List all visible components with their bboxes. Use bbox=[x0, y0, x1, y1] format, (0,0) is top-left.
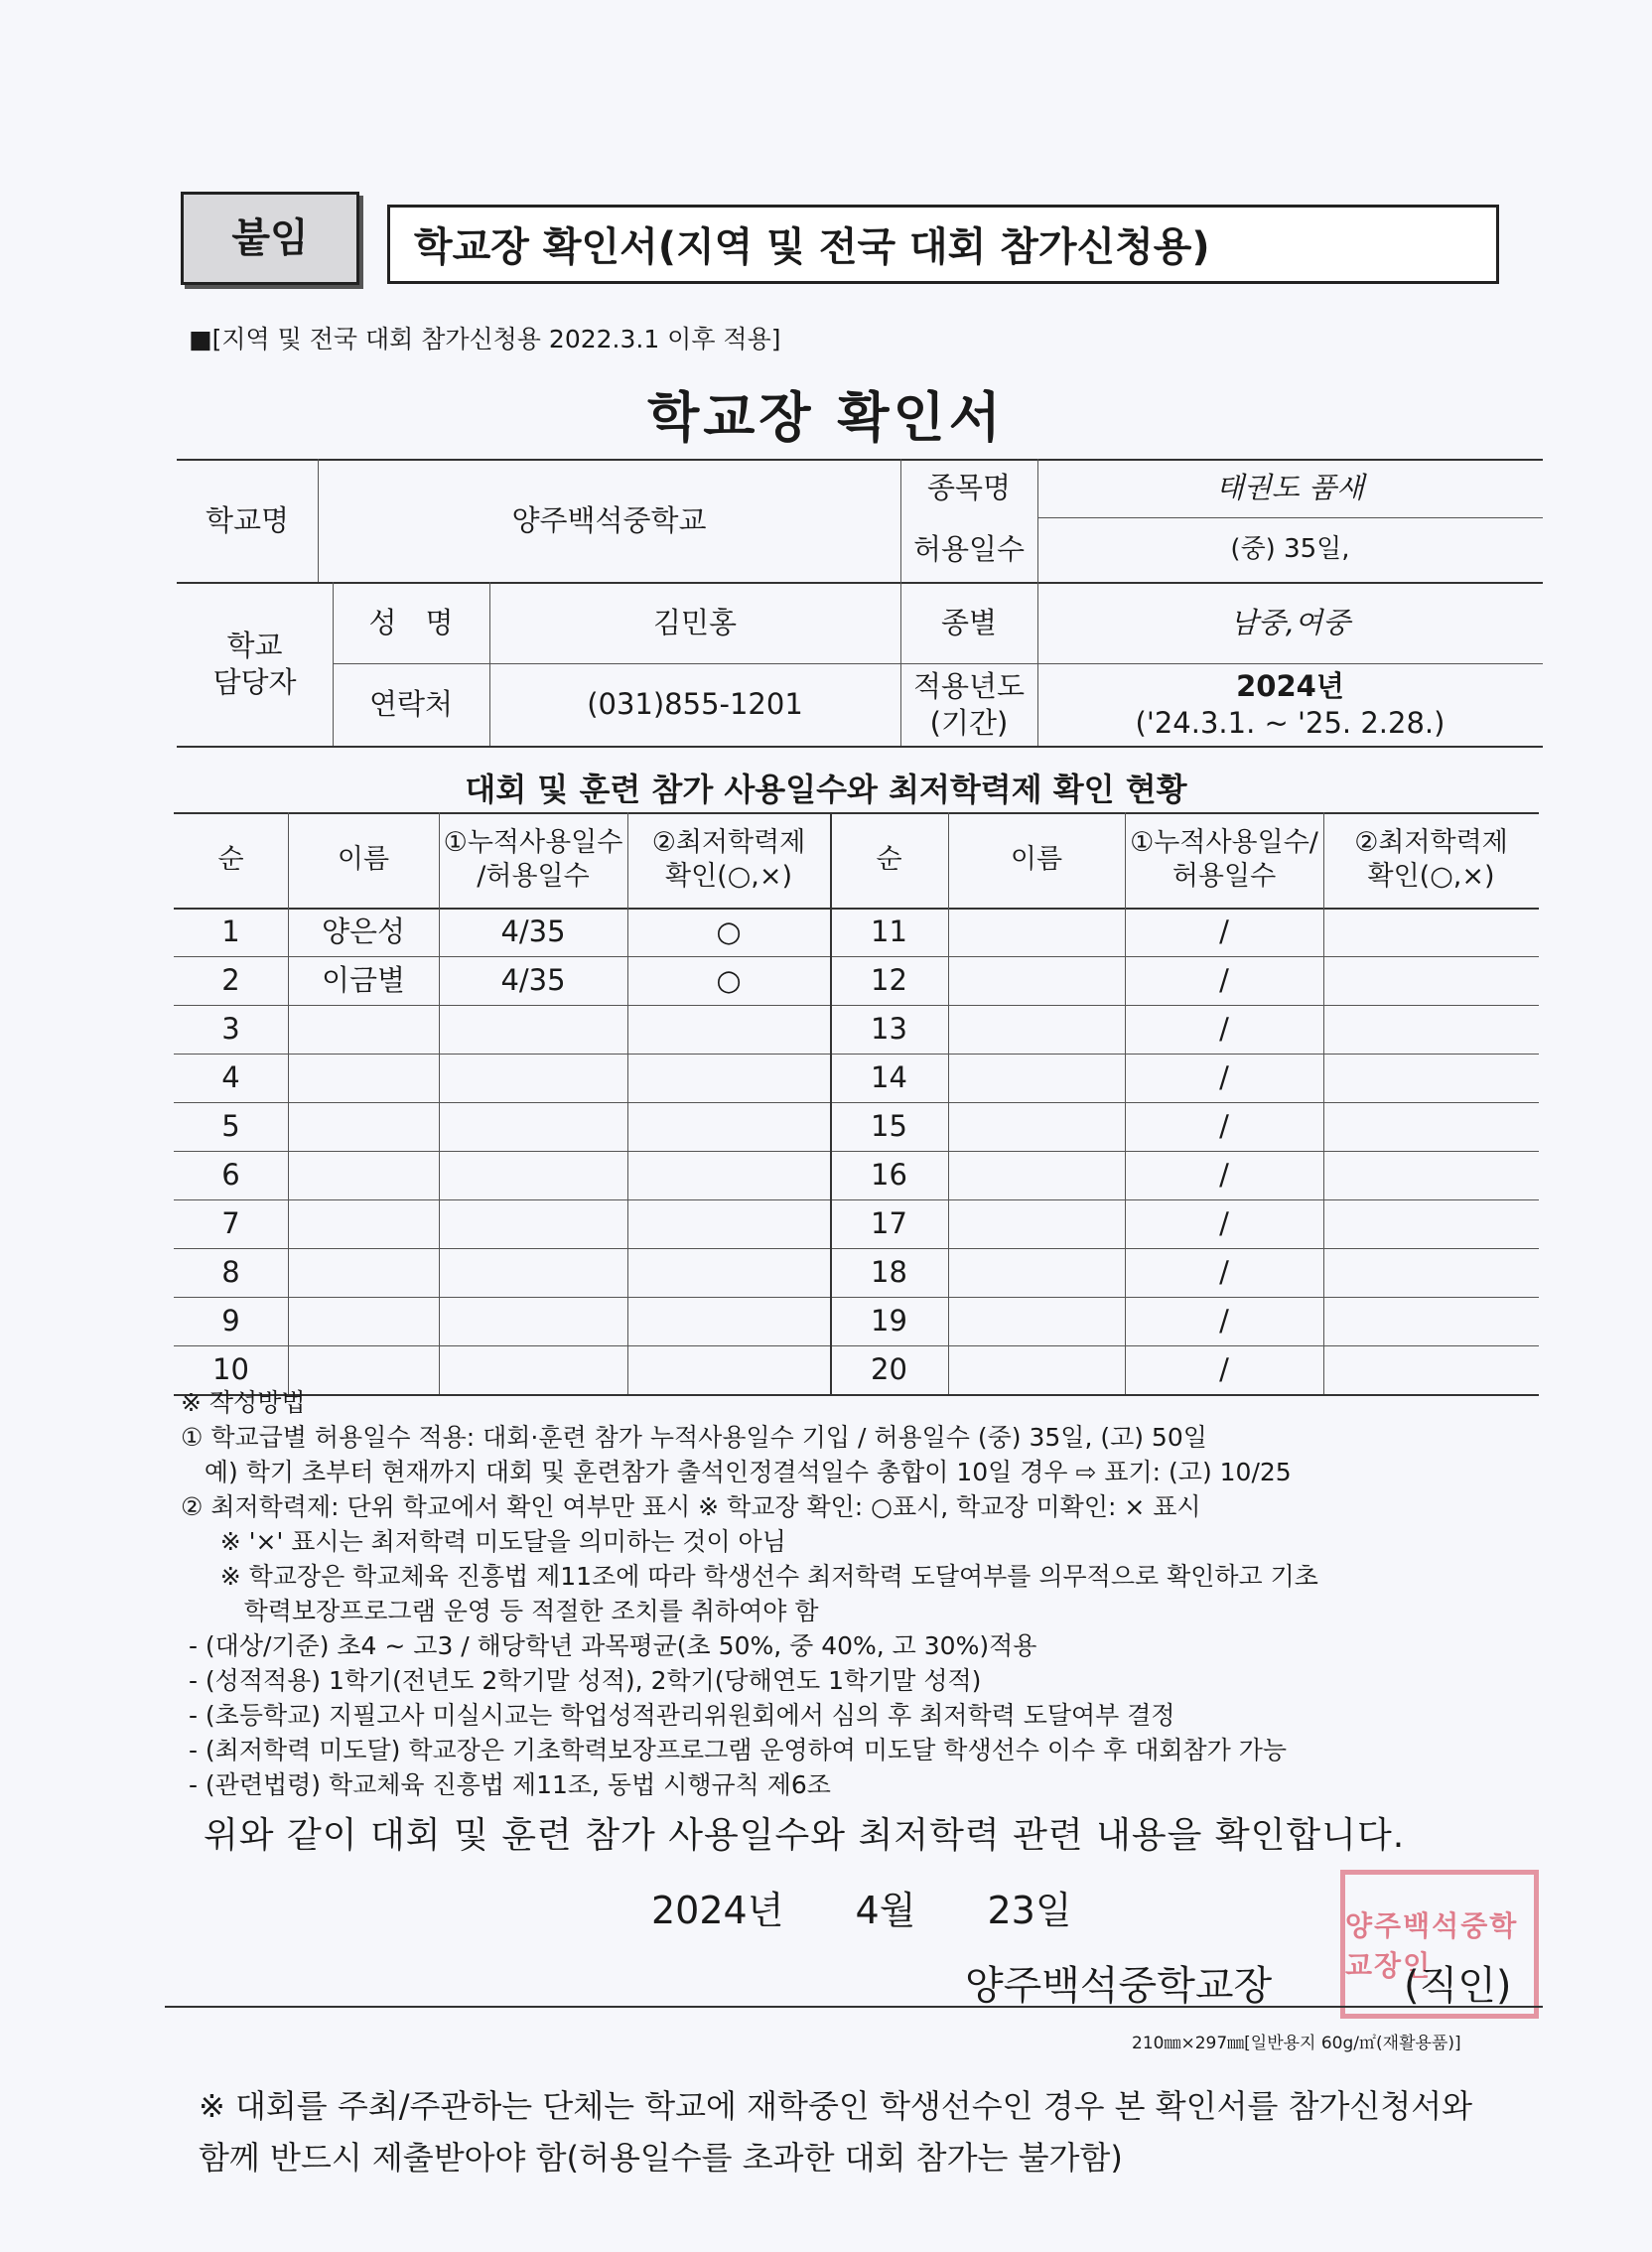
status-header-text: 확인(○,×) bbox=[665, 861, 792, 892]
status-header-right-0 bbox=[830, 812, 948, 908]
contact-value: (031)855-1201 bbox=[587, 687, 803, 722]
status-row-right-4-days: / bbox=[1219, 1060, 1229, 1095]
status-row-right-8-check bbox=[1323, 1248, 1539, 1297]
submission-note-line-2: 함께 반드시 제출받아야 함(허용일수를 초과한 대회 참가는 불가함) bbox=[199, 2139, 1123, 2177]
status-row-left-2-no: 2 bbox=[221, 963, 240, 998]
category-value: 남중,여중 bbox=[1229, 605, 1351, 639]
status-row-right-9-days: / bbox=[1219, 1304, 1229, 1338]
status-row-right-3-name bbox=[948, 1005, 1125, 1054]
status-row-right-1-check bbox=[1323, 908, 1539, 956]
instruction-line: - (관련법령) 학교체육 진흥법 제11조, 동법 시행규칙 제6조 bbox=[181, 1770, 831, 1799]
instruction-line: - (대상/기준) 초4 ~ 고3 / 해당학년 과목평균(초 50%, 중 40%, 고 30%)적용 bbox=[181, 1631, 1037, 1660]
paper-size-note: 210㎜×297㎜[일반용지 60g/㎡(재활용품)] bbox=[1132, 2034, 1461, 2053]
status-header-text: ②최저학력제 bbox=[651, 827, 806, 859]
status-row-left-7-check bbox=[627, 1199, 830, 1248]
status-row-right-7-name bbox=[948, 1199, 1125, 1248]
year-label bbox=[900, 663, 1037, 746]
status-row-left-5-check bbox=[627, 1102, 830, 1151]
status-row-right-9-check bbox=[1323, 1297, 1539, 1345]
status-header-text: 허용일수 bbox=[1171, 861, 1277, 892]
category-label: 종별 bbox=[940, 605, 998, 639]
status-row-right-2-name bbox=[948, 956, 1125, 1005]
status-header-text: 확인(○,×) bbox=[1367, 861, 1495, 892]
status-row-left-10-no: 10 bbox=[212, 1352, 249, 1387]
status-row-right-6-name bbox=[948, 1151, 1125, 1199]
status-row-left-8-no: 8 bbox=[221, 1255, 240, 1290]
name-label: 성 명 bbox=[368, 605, 454, 639]
status-header-text: ①누적사용일수 bbox=[443, 827, 623, 859]
year-period: ('24.3.1. ~ '25. 2.28.) bbox=[1135, 705, 1446, 740]
submission-note-line-1: ※ 대회를 주최/주관하는 단체는 학교에 재학중인 학생선수인 경우 본 확인서를 참가신청서와 bbox=[199, 2087, 1473, 2125]
instruction-line: 예) 학기 초부터 현재까지 대회 및 훈련참가 출석인정결석일수 총합이 10일 경우 ⇨ 표기: (고) 10/25 bbox=[181, 1458, 1292, 1486]
status-row-left-5-days bbox=[439, 1102, 627, 1151]
status-row-left-4-no: 4 bbox=[221, 1060, 240, 1095]
status-row-right-4-name bbox=[948, 1054, 1125, 1102]
confirmation-date bbox=[651, 1880, 1132, 1934]
status-row-right-7-check bbox=[1323, 1199, 1539, 1248]
status-header-right-1 bbox=[948, 812, 1125, 908]
date-day: 23일 bbox=[987, 1889, 1072, 1932]
status-row-right-3-check bbox=[1323, 1005, 1539, 1054]
status-header-text: ①누적사용일수/ bbox=[1130, 827, 1318, 859]
name-value: 김민홍 bbox=[652, 605, 738, 639]
status-row-left-6-check bbox=[627, 1151, 830, 1199]
status-row-left-6-name bbox=[288, 1151, 439, 1199]
status-row-right-8-name bbox=[948, 1248, 1125, 1297]
status-row-left-1-no: 1 bbox=[221, 915, 240, 949]
status-row-left-4-name bbox=[288, 1054, 439, 1102]
status-row-left-2-days: 4/35 bbox=[500, 963, 566, 998]
applicability-note: ■[지역 및 전국 대회 참가신청용 2022.3.1 이후 적용] bbox=[189, 325, 781, 353]
status-row-right-5-check bbox=[1323, 1102, 1539, 1151]
status-header-text: 순 bbox=[217, 844, 244, 876]
status-header-left-3 bbox=[627, 812, 830, 908]
status-row-left-9-name bbox=[288, 1297, 439, 1345]
status-heading: 대회 및 훈련 참가 사용일수와 최저학력제 확인 현황 bbox=[465, 771, 1187, 808]
status-header-text: 순 bbox=[876, 844, 902, 876]
staff-label-line-2: 담당자 bbox=[212, 664, 297, 699]
year-value bbox=[1037, 663, 1543, 746]
status-row-left-7-days bbox=[439, 1199, 627, 1248]
status-row-left-1-check: ○ bbox=[716, 915, 742, 949]
instructions bbox=[181, 1385, 1551, 1802]
staff-label-line-1: 학교 bbox=[226, 629, 283, 663]
status-row-left-4-check bbox=[627, 1054, 830, 1102]
status-row-right-5-name bbox=[948, 1102, 1125, 1151]
status-row-right-1-no: 11 bbox=[871, 915, 907, 949]
status-row-right-8-days: / bbox=[1219, 1255, 1229, 1290]
page-title: 학교장 확인서 bbox=[647, 386, 1005, 449]
allowed-days-label: 허용일수 bbox=[912, 532, 1026, 567]
attachment-label: 붙임 bbox=[181, 192, 359, 285]
status-header-right-2 bbox=[1125, 812, 1323, 908]
status-row-left-7-no: 7 bbox=[221, 1206, 240, 1241]
status-row-left-3-name bbox=[288, 1005, 439, 1054]
status-row-right-2-no: 12 bbox=[871, 963, 907, 998]
contact-label: 연락처 bbox=[368, 687, 454, 722]
staff-label bbox=[177, 582, 333, 746]
seal-label: (직인) bbox=[1404, 1963, 1512, 2009]
status-row-left-8-days bbox=[439, 1248, 627, 1297]
status-row-left-6-no: 6 bbox=[221, 1158, 240, 1193]
status-row-left-6-days bbox=[439, 1151, 627, 1199]
status-row-right-1-days: / bbox=[1219, 915, 1229, 949]
instruction-line: ※ '×' 표시는 최저학력 미도달을 의미하는 것이 아님 bbox=[181, 1527, 786, 1556]
year-label-line-2: (기간) bbox=[929, 705, 1009, 740]
principal-name: 양주백석중학교장 bbox=[965, 1963, 1273, 2009]
instruction-line: 학력보장프로그램 운영 등 적절한 조치를 취하여야 함 bbox=[181, 1597, 819, 1625]
status-row-left-9-days bbox=[439, 1297, 627, 1345]
allowed-days-value: (중) 35일, bbox=[1230, 534, 1350, 565]
form-title: 학교장 확인서(지역 및 전국 대회 참가신청용) bbox=[387, 205, 1499, 284]
status-row-right-7-days: / bbox=[1219, 1206, 1229, 1241]
status-header-text: 이름 bbox=[337, 844, 390, 876]
status-row-right-1-name bbox=[948, 908, 1125, 956]
status-row-right-3-no: 13 bbox=[871, 1012, 907, 1047]
seal-text: 양주백석중학교장인 bbox=[1345, 1909, 1519, 1982]
status-row-right-7-no: 17 bbox=[871, 1206, 907, 1241]
status-row-right-8-no: 18 bbox=[871, 1255, 907, 1290]
school-name-label: 학교명 bbox=[205, 502, 290, 537]
status-row-left-2-name: 이금별 bbox=[321, 963, 406, 998]
school-name-value: 양주백석중학교 bbox=[511, 502, 707, 537]
status-row-left-1-days: 4/35 bbox=[500, 915, 566, 949]
status-row-left-5-no: 5 bbox=[221, 1109, 240, 1144]
date-year: 2024년 bbox=[651, 1889, 784, 1932]
status-row-left-4-days bbox=[439, 1054, 627, 1102]
status-row-left-8-name bbox=[288, 1248, 439, 1297]
status-row-left-2-check: ○ bbox=[716, 963, 742, 998]
status-row-right-5-no: 15 bbox=[871, 1109, 907, 1144]
status-header-left-0 bbox=[174, 812, 288, 908]
status-row-left-3-check bbox=[627, 1005, 830, 1054]
status-header-right-3 bbox=[1323, 812, 1539, 908]
year-value-main: 2024년 bbox=[1236, 669, 1344, 704]
status-row-left-7-name bbox=[288, 1199, 439, 1248]
status-row-left-3-no: 3 bbox=[221, 1012, 240, 1047]
status-row-right-9-name bbox=[948, 1297, 1125, 1345]
status-row-right-9-no: 19 bbox=[871, 1304, 907, 1338]
status-row-left-5-name bbox=[288, 1102, 439, 1151]
status-row-right-6-no: 16 bbox=[871, 1158, 907, 1193]
status-row-right-6-days: / bbox=[1219, 1158, 1229, 1193]
instruction-line: - (성적적용) 1학기(전년도 2학기말 성적), 2학기(당해연도 1학기말 성적) bbox=[181, 1666, 982, 1695]
status-header-text: ②최저학력제 bbox=[1354, 827, 1508, 859]
instruction-line: ① 학교급별 허용일수 적용: 대회·훈련 참가 누적사용일수 기입 / 허용일수 (중) 35일, (고) 50일 bbox=[181, 1423, 1207, 1452]
status-row-left-3-days bbox=[439, 1005, 627, 1054]
status-row-left-9-check bbox=[627, 1297, 830, 1345]
status-header-text: /허용일수 bbox=[477, 861, 590, 892]
status-row-right-3-days: / bbox=[1219, 1012, 1229, 1047]
instruction-line: - (최저학력 미도달) 학교장은 기초학력보장프로그램 운영하여 미도달 학생선수 이수 후 대회참가 가능 bbox=[181, 1736, 1288, 1764]
instruction-line: ※ 작성방법 bbox=[181, 1388, 306, 1417]
confirmation-text: 위와 같이 대회 및 훈련 참가 사용일수와 최저학력 관련 내용을 확인합니다. bbox=[204, 1815, 1406, 1856]
status-row-left-1-name: 양은성 bbox=[321, 915, 406, 949]
status-row-right-2-days: / bbox=[1219, 963, 1229, 998]
status-row-left-8-check bbox=[627, 1248, 830, 1297]
status-row-right-4-no: 14 bbox=[871, 1060, 907, 1095]
date-month: 4월 bbox=[855, 1889, 916, 1932]
submission-note bbox=[199, 2080, 1529, 2183]
status-row-right-4-check bbox=[1323, 1054, 1539, 1102]
status-row-left-9-no: 9 bbox=[221, 1304, 240, 1338]
status-header-left-1 bbox=[288, 812, 439, 908]
status-header-left-2 bbox=[439, 812, 627, 908]
sport-value: 태권도 품새 bbox=[1215, 471, 1365, 505]
instruction-line: ② 최저학력제: 단위 학교에서 확인 여부만 표시 ※ 학교장 확인: ○표시, 학교장 미확인: × 표시 bbox=[181, 1492, 1201, 1521]
status-row-right-2-check bbox=[1323, 956, 1539, 1005]
sport-label: 종목명 bbox=[926, 471, 1012, 505]
status-header-text: 이름 bbox=[1010, 844, 1063, 876]
instruction-line: - (초등학교) 지필고사 미실시교는 학업성적관리위원회에서 심의 후 최저학력 도달여부 결정 bbox=[181, 1701, 1175, 1730]
year-label-line-1: 적용년도 bbox=[912, 669, 1026, 704]
status-row-right-10-days: / bbox=[1219, 1352, 1229, 1387]
status-row-right-10-no: 20 bbox=[871, 1352, 907, 1387]
status-row-right-5-days: / bbox=[1219, 1109, 1229, 1144]
status-row-right-6-check bbox=[1323, 1151, 1539, 1199]
instruction-line: ※ 학교장은 학교체육 진흥법 제11조에 따라 학생선수 최저학력 도달여부를 의무적으로 확인하고 기초 bbox=[181, 1562, 1318, 1591]
